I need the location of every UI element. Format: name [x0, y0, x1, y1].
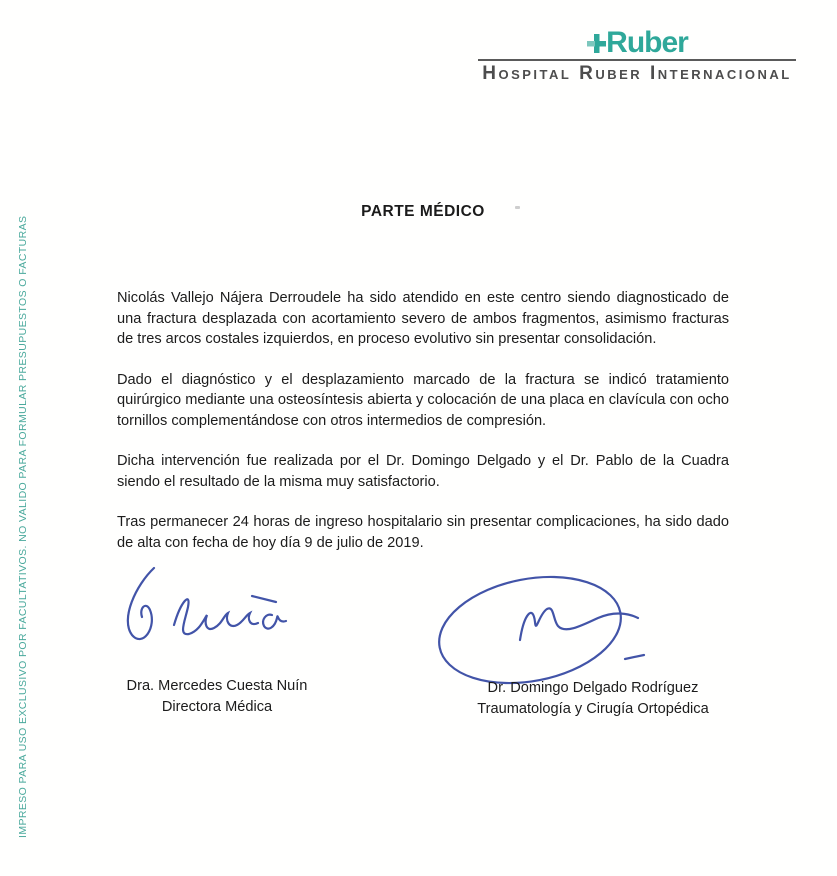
document-title: PARTE MÉDICO	[361, 203, 485, 220]
document-body	[117, 288, 729, 573]
hospital-name: Hospital Ruber Internacional	[482, 63, 792, 84]
signatory-left-name: Dra. Mercedes Cuesta Nuín	[126, 678, 308, 694]
signatory-left	[97, 676, 337, 718]
sidebar-legal-text: IMPRESO PARA USO EXCLUSIVO POR FACULTATIVOS. NO VALIDO PARA FORMULAR PRESUPUESTOS O FACTURAS	[17, 215, 29, 838]
logo-wordmark: Ruber	[606, 26, 688, 59]
signatory-left-role: Directora Médica	[161, 699, 273, 715]
header-divider	[478, 59, 796, 61]
paragraph-intervention: Dicha intervención fue realizada por el Dr. Domingo Delgado y el Dr. Pablo de la Cuadra siendo el resultado de la misma muy satisfactorio.	[117, 453, 729, 490]
hospital-header	[478, 28, 796, 85]
medical-cross-icon	[586, 33, 607, 54]
signatory-right	[448, 678, 738, 720]
signatory-right-role: Traumatología y Cirugía Ortopédica	[477, 701, 709, 717]
ruber-logo	[478, 28, 796, 58]
paragraph-discharge: Tras permanecer 24 horas de ingreso hospitalario sin presentar complicaciones, ha sido dado de alta con fecha de hoy día 9 de julio de 2019.	[117, 514, 729, 551]
signatory-right-name: Dr. Domingo Delgado Rodríguez	[487, 680, 699, 696]
scan-artifact-speck	[515, 206, 520, 209]
signature-left-handwriting	[110, 563, 295, 663]
paragraph-diagnosis: Nicolás Vallejo Nájera Derroudele ha sido atendido en este centro siendo diagnosticado de una fractura desplazada con acortamiento severo de ambos fragmentos, asimismo fracturas de tres arcos costales izquierdos, en proceso evolutivo sin presentar consolidación.	[117, 290, 729, 347]
paragraph-treatment: Dado el diagnóstico y el desplazamiento marcado de la fractura se indicó tratamiento quirúrgico mediante una osteosíntesis abierta y colocación de una placa en clavícula con ocho tornillos complementándose con otros intermedios de compresión.	[117, 371, 729, 429]
